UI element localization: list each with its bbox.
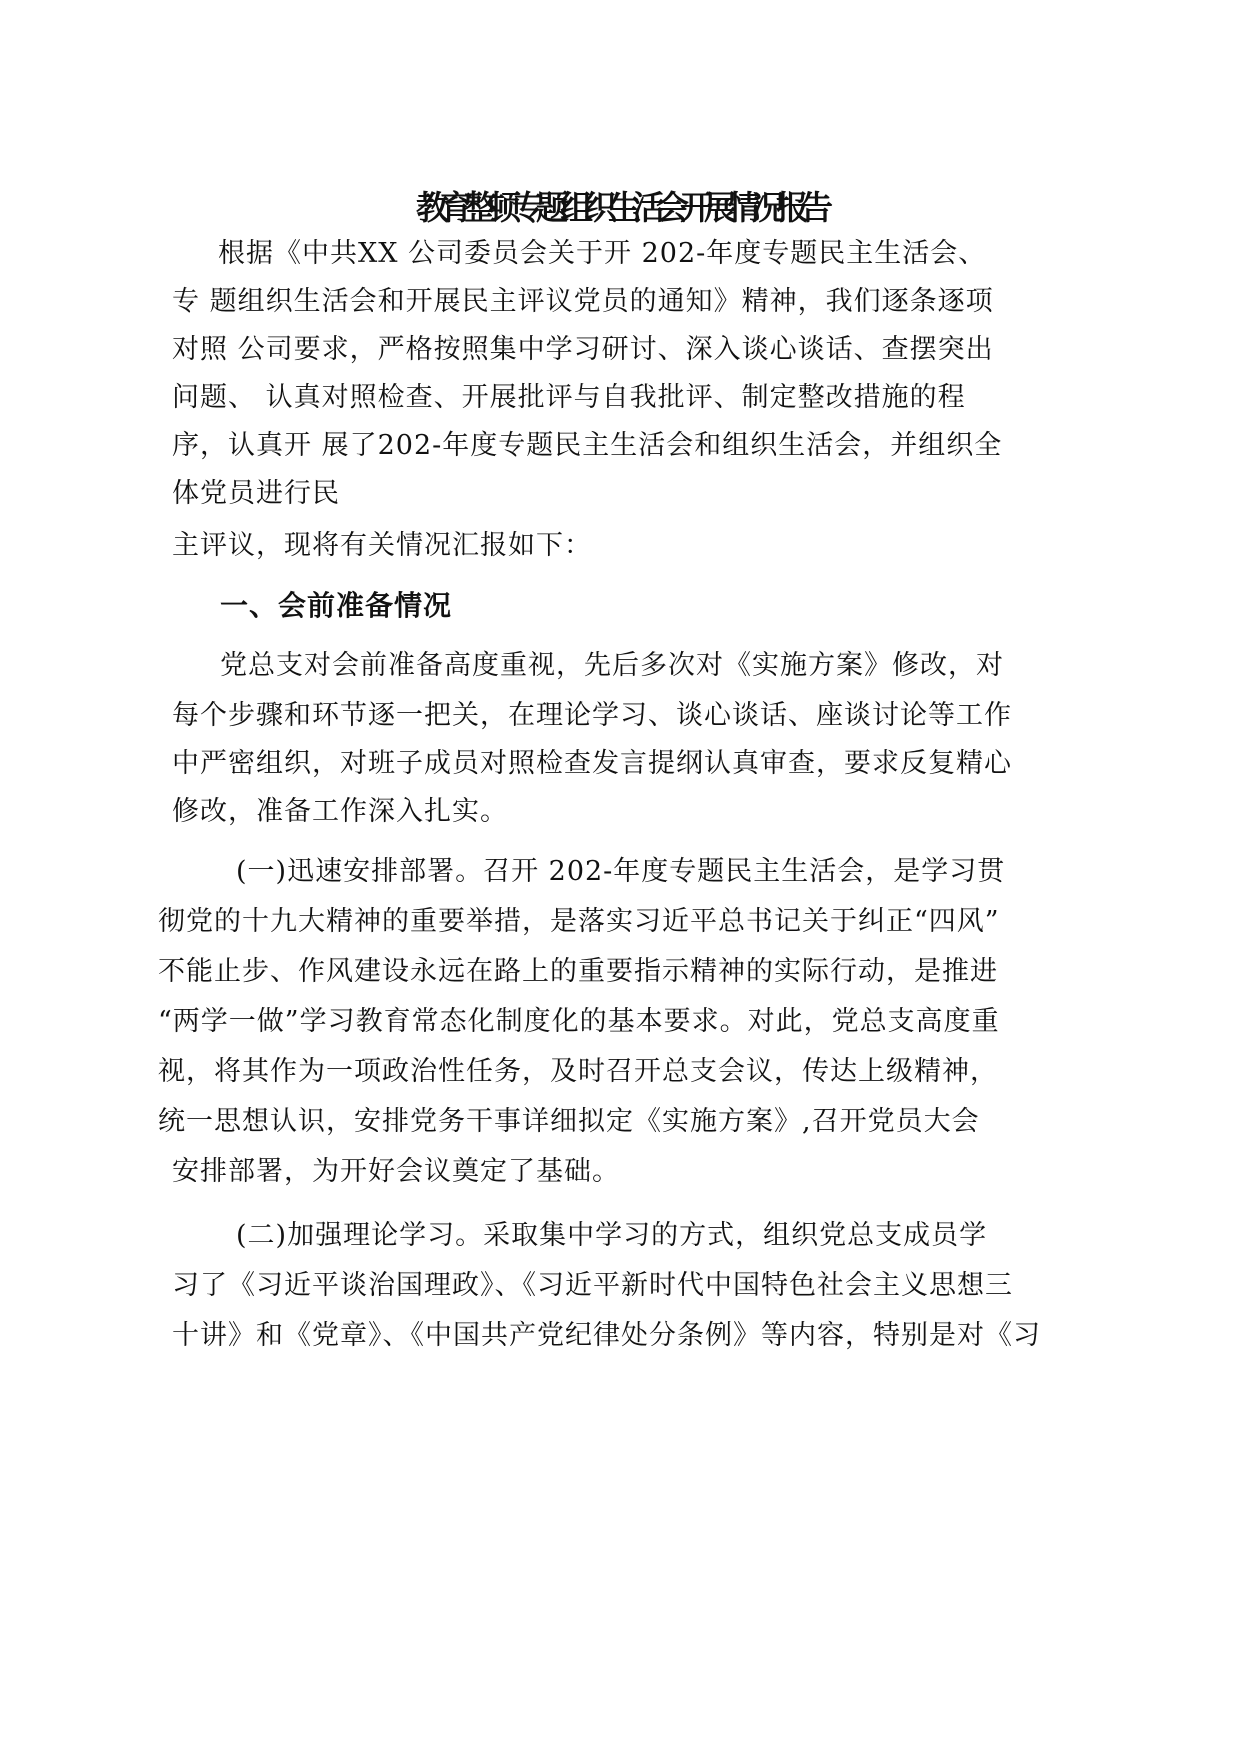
- paragraph-1-line: 对照 公司要求，严格按照集中学习研讨、深入谈心谈话、查摆突出: [172, 334, 994, 365]
- paragraph-3-line: 不能止步、作风建设永远在路上的重要指示精神的实际行动，是推进: [158, 956, 998, 987]
- paragraph-3-line: 彻党的十九大精神的重要举措，是落实习近平总书记关于纠正“四风”: [158, 906, 1000, 937]
- section-1-heading: 一、会前准备情况: [220, 589, 453, 622]
- paragraph-3-line: “两学一做”学习教育常态化制度化的基本要求。对此，党总支高度重: [158, 1006, 1000, 1037]
- paragraph-1-line: 序，认真开 展了202-年度专题民主生活会和组织生活会，并组织全: [172, 430, 1003, 461]
- paragraph-3-line: 视，将其作为一项政治性任务，及时召开总支会议，传达上级精神，: [158, 1056, 998, 1087]
- paragraph-1-line: 体党员进行民: [172, 478, 340, 509]
- paragraph-4-line: (二)加强理论学习。采取集中学习的方式，组织党总支成员学: [236, 1220, 988, 1251]
- paragraph-4-line: 十讲》和《党章》、《中国共产党纪律处分条例》等内容，特别是对《习: [172, 1320, 1041, 1351]
- document-title: 教育整顿专题组织生活会开展情况报告: [416, 188, 824, 227]
- paragraph-1-line: 根据《中共XX 公司委员会关于开 202-年度专题民主生活会、: [218, 238, 987, 269]
- paragraph-1-line: 问题、 认真对照检查、开展批评与自我批评、制定整改措施的程: [172, 382, 966, 413]
- paragraph-4-line: 习了《习近平谈治国理政》、《习近平新时代中国特色社会主义思想三: [172, 1270, 1013, 1301]
- paragraph-3-line: (一)迅速安排部署。召开 202-年度专题民主生活会，是学习贯: [236, 856, 1006, 887]
- paragraph-3-line: 安排部署，为开好会议奠定了基础。: [172, 1156, 620, 1187]
- paragraph-3-line: 统一思想认识，安排党务干事详细拟定《实施方案》,召开党员大会: [158, 1106, 980, 1137]
- paragraph-2-line: 党总支对会前准备高度重视，先后多次对《实施方案》修改，对: [220, 650, 1004, 681]
- paragraph-2-line: 中严密组织，对班子成员对照检查发言提纲认真审查，要求反复精心: [172, 748, 1012, 779]
- paragraph-1-line: 专 题组织生活会和开展民主评议党员的通知》精神，我们逐条逐项: [172, 286, 994, 317]
- paragraph-2-line: 修改，准备工作深入扎实。: [172, 796, 508, 827]
- paragraph-1-line: 主评议，现将有关情况汇报如下：: [172, 530, 592, 561]
- paragraph-2-line: 每个步骤和环节逐一把关，在理论学习、谈心谈话、座谈讨论等工作: [172, 700, 1012, 731]
